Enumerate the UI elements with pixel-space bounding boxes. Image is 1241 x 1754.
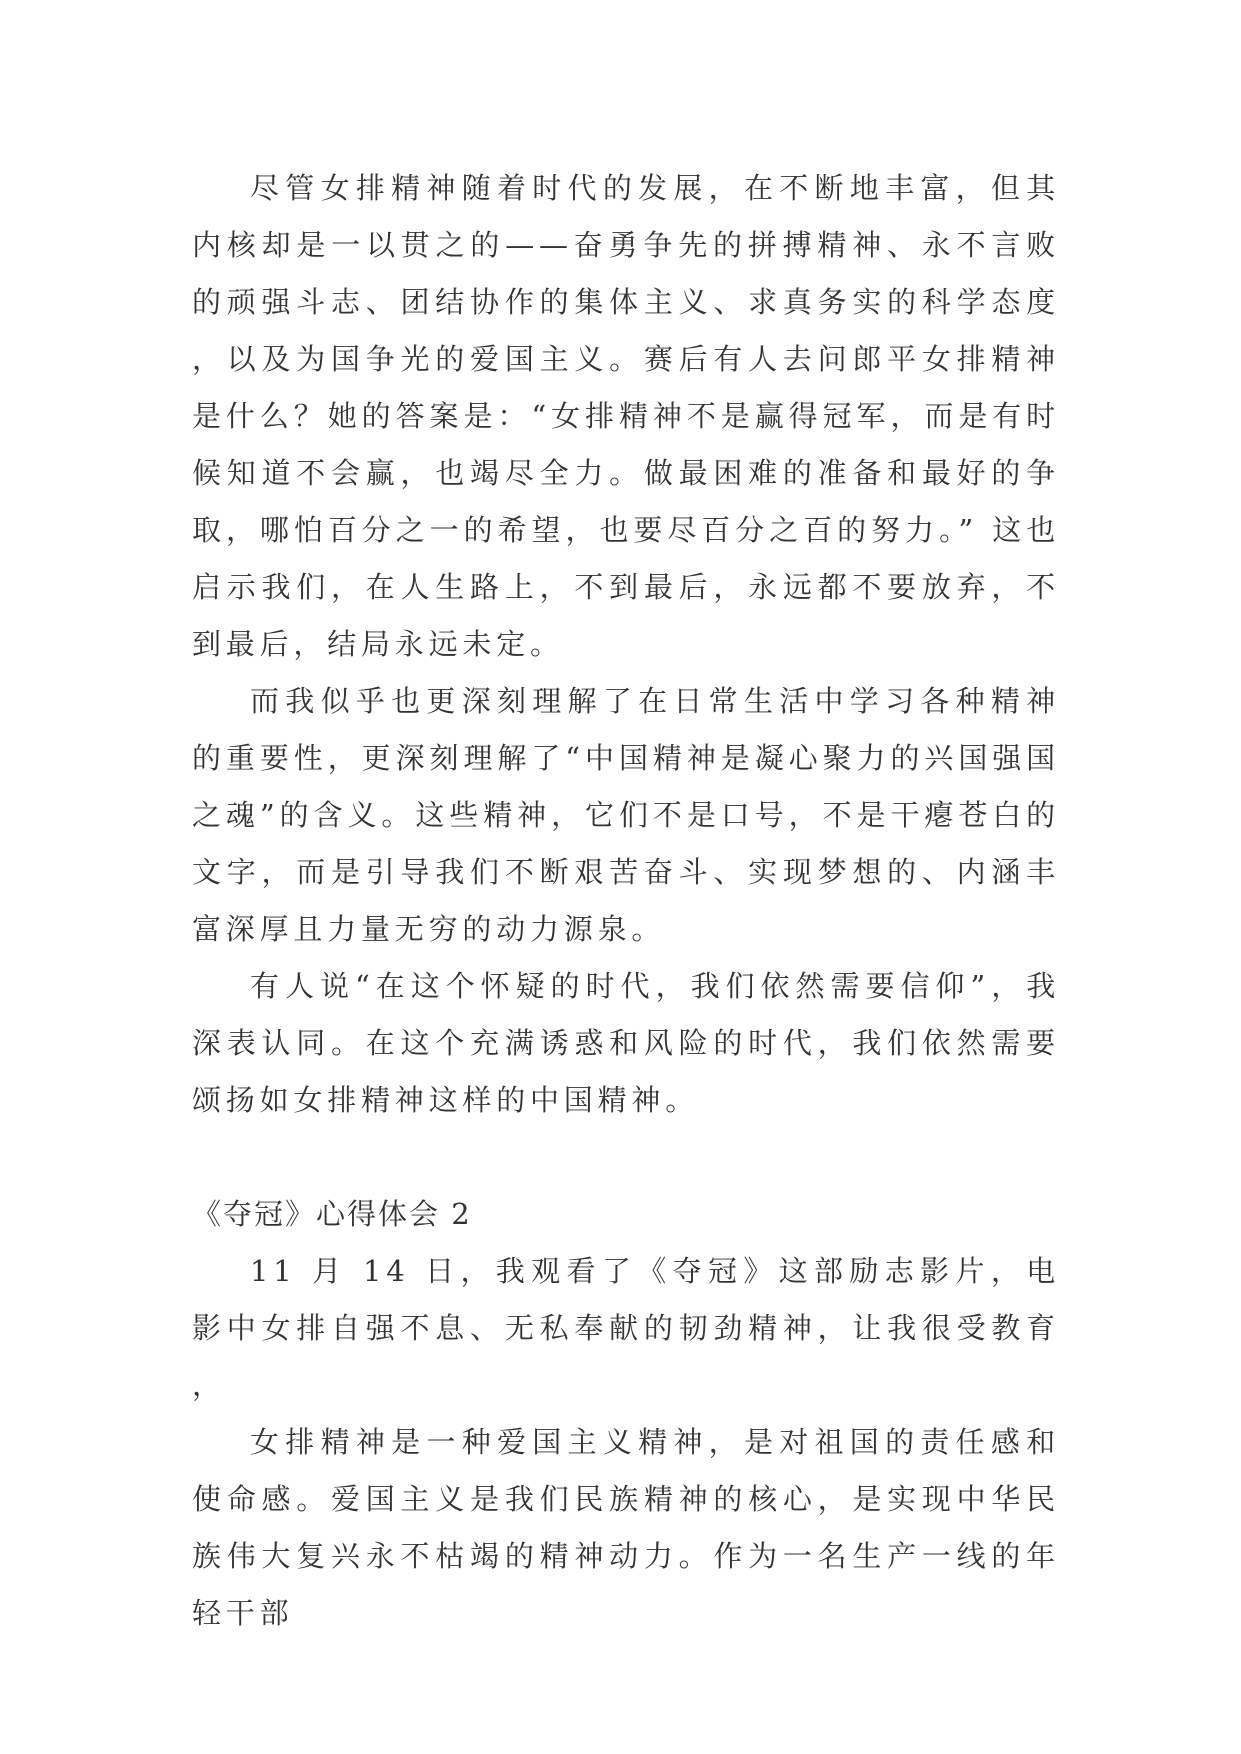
paragraph-movie-viewing: 11 月 14 日，我观看了《夺冠》这部励志影片，电影中女排自强不息、无私奉献的韧劲精神，让我很受教育， — [192, 1254, 1060, 1402]
paragraph-patriotism: 女排精神是一种爱国主义精神，是对祖国的责任感和使命感。爱国主义是我们民族精神的核心，是实现中华民族伟大复兴永不枯竭的精神动力。作为一名生产一线的年轻干部 — [192, 1425, 1060, 1630]
section-title: 《夺冠》心得体会 2 — [192, 1197, 472, 1231]
paragraph-faith: 有人说“在这个怀疑的时代，我们依然需要信仰”，我深表认同。在这个充满诱惑和风险的时代，我们依然需要颂扬如女排精神这样的中国精神。 — [192, 969, 1060, 1117]
paragraph-chinese-spirit: 而我似乎也更深刻理解了在日常生活中学习各种精神的重要性，更深刻理解了“中国精神是凝心聚力的兴国强国之魂”的含义。这些精神，它们不是口号，不是干瘪苍白的文字，而是引导我们不断艰苦奋斗、实现梦想的、内涵丰富深厚且力量无穷的动力源泉。 — [192, 684, 1060, 946]
paragraph-women-volleyball-spirit: 尽管女排精神随着时代的发展，在不断地丰富，但其内核却是一以贯之的——奋勇争先的拼搏精神、永不言败的顽强斗志、团结协作的集体主义、求真务实的科学态度，以及为国争光的爱国主义。赛后有人去问郎平女排精神是什么？她的答案是：“女排精神不是赢得冠军，而是有时候知道不会赢，也竭尽全力。做最困难的准备和最好的争取，哪怕百分之一的希望，也要尽百分之百的努力。” 这也启示我们，在人生路上，不到最后，永远都不要放弃，不到最后，结局永远未定。 — [192, 171, 1060, 661]
document-body — [192, 160, 1060, 1642]
